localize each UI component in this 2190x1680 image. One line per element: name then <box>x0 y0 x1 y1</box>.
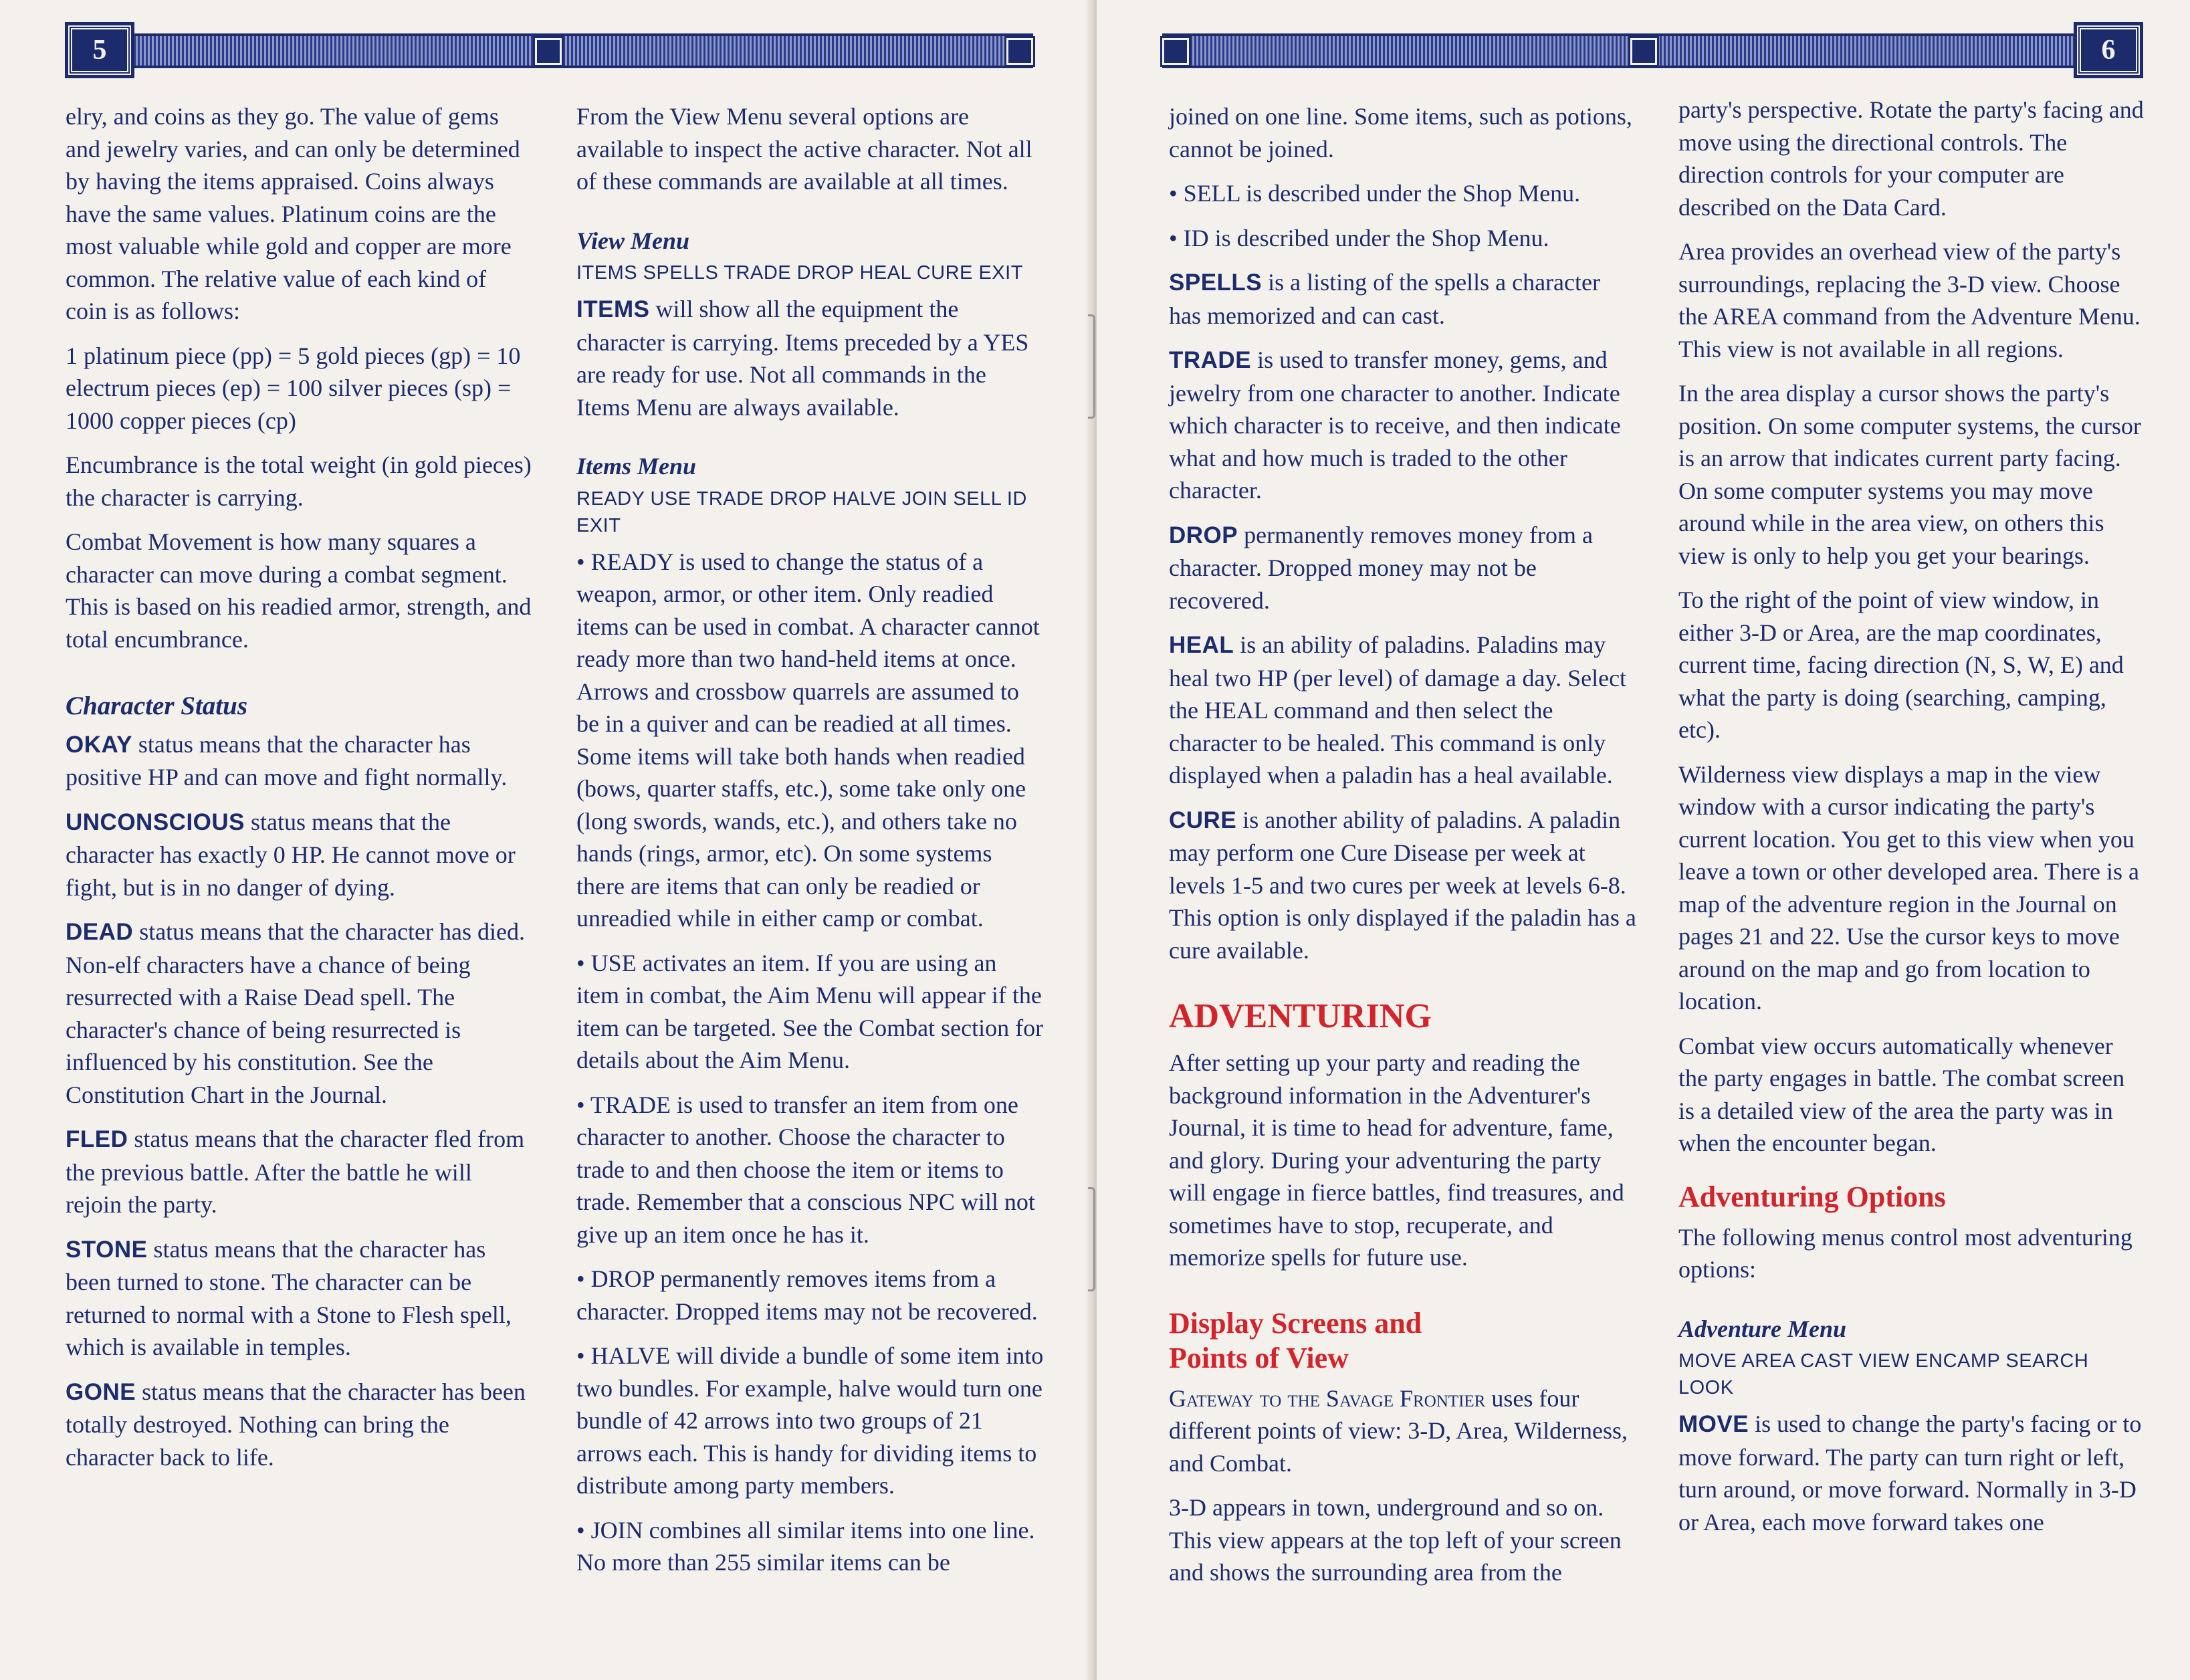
status-unconscious: UNCONSCIOUS status means that the character has exactly 0 HP. He cannot move or fight, but is in no danger of dying. <box>66 808 516 901</box>
game-title: Gateway to the Savage Frontier <box>1169 1384 1486 1412</box>
paragraph: joined on one line. Some items, such as potions, cannot be joined. <box>1169 103 1632 163</box>
items-menu-commands: READY USE TRADE DROP HALVE JOIN SELL ID EXIT <box>576 488 1027 536</box>
section-heading-adventuring: ADVENTURING <box>1169 997 1432 1035</box>
bullet-drop: • DROP permanently removes items from a character. Dropped items may not be recovered. <box>576 1263 1045 1328</box>
paragraph: party's perspective. Rotate the party's facing and move using the directional controls. The direction controls for your computer are described on the Data Card. <box>1678 96 2144 221</box>
column-2 <box>576 100 1045 1591</box>
section-heading-display-screens: Display Screens and Points of View <box>1169 1306 1422 1374</box>
adventure-menu-commands: MOVE AREA CAST VIEW ENCAMP SEARCH LOOK <box>1678 1350 2089 1398</box>
section-heading-adventuring-options: Adventuring Options <box>1678 1180 1946 1213</box>
heal-command: HEAL is an ability of paladins. Paladins may heal two HP (per level) of damage a day. Select the HEAL command and then select the character to be healed. This command is only displayed when a paladin has a heal available. <box>1169 631 1627 789</box>
bullet-use: • USE activates an item. If you are using an item in combat, the Aim Menu will appear if the item can be targeted. See the Combat section for details about the Aim Menu. <box>576 947 1045 1077</box>
staple <box>1088 314 1095 419</box>
bullet-halve: • HALVE will divide a bundle of some item into two bundles. For example, halve would turn one bundle of 42 arrows into two groups of 21 arrows each. This is handy for dividing items to distribute among party members. <box>576 1340 1045 1502</box>
paragraph: Wilderness view displays a map in the view window with a cursor indicating the party's current location. You get to this view when you leave a town or other developed area. There is a map of the adventure region in the Journal on pages 21 and 22. Use the cursor keys to move around on the map and go from location to location. <box>1678 760 2140 1015</box>
left-page <box>0 0 1090 1680</box>
header-ornament <box>535 38 562 65</box>
column-1 <box>66 100 534 1485</box>
items-command: ITEMS will show all the equipment the character is carrying. Items preceded by a YES are ready for use. Not all commands in the Items Menu are always available. <box>576 296 1029 421</box>
paragraph: After setting up your party and reading the background information in the Adventurer's Journal, it is time to head for adventure, fame, and glory. During your adventuring the party will engage in fierce battles, find treasures, and sometimes have to stop, recuperate, and memorize spells for future use. <box>1169 1049 1624 1271</box>
column-3 <box>1169 100 1637 1601</box>
right-page <box>1097 0 2190 1680</box>
drop-command: DROP permanently removes money from a character. Dropped money may not be recovered. <box>1169 521 1593 614</box>
status-fled: FLED status means that the character fled from the previous battle. After the battle he will rejoin the party. <box>66 1126 525 1218</box>
cure-command: CURE is another ability of paladins. A paladin may perform one Cure Disease per week at levels 1-5 and two cures per week at levels 6-8. This option is only displayed if the paladin has a cure available. <box>1169 806 1636 964</box>
view-menu-commands: ITEMS SPELLS TRADE DROP HEAL CURE EXIT <box>576 262 1023 284</box>
move-command: MOVE is used to change the party's facing or to move forward. The party can turn right or left, turn around, or move forward. Normally in 3-D or Area, each move forward takes one <box>1678 1410 2142 1536</box>
paragraph: From the View Menu several options are available to inspect the active character. Not all of these commands are available at all times. <box>576 103 1032 195</box>
page-number-left: 5 <box>68 25 131 75</box>
status-dead: DEAD status means that the character has died. Non-elf characters have a chance of being resurrected with a Raise Dead spell. The character's chance of being resurrected is influenced by his constitution. See the Constitution Chart in the Journal. <box>66 918 525 1108</box>
paragraph: elry, and coins as they go. The value of gems and jewelry varies, and can only be determined by having the items appraised. Coins always have the same values. Platinum coins are the most valuable while gold and copper are more common. The relative value of each kind of coin is as follows: <box>66 103 520 324</box>
items-menu-heading: Items Menu <box>576 453 697 480</box>
staple <box>1088 1187 1095 1291</box>
adventure-menu-heading: Adventure Menu <box>1678 1315 1847 1342</box>
bullet-trade: • TRADE is used to transfer an item from one character to another. Choose the character to trade to and then choose the item or items to trade. Remember that a conscious NPC will not give up an item once he has it. <box>576 1089 1045 1251</box>
right-header-bar <box>1162 33 2088 68</box>
paragraph: Combat Movement is how many squares a character can move during a combat segment. This is based on his readied armor, strength, and total encumbrance. <box>66 528 532 653</box>
view-menu-heading: View Menu <box>576 227 690 254</box>
status-okay: OKAY status means that the character has positive HP and can move and fight normally. <box>66 730 508 791</box>
paragraph: 3-D appears in town, underground and so on. This view appears at the top left of your screen and shows the surrounding area from the <box>1169 1494 1622 1586</box>
spells-command: SPELLS is a listing of the spells a character has memorized and can cast. <box>1169 269 1600 329</box>
paragraph: Encumbrance is the total weight (in gold pieces) the character is carrying. <box>66 451 532 511</box>
bullet-sell: • SELL is described under the Shop Menu. <box>1169 177 1637 210</box>
paragraph: Gateway to the Savage Frontier uses four different points of view: 3-D, Area, Wilderness, and Combat. <box>1169 1384 1628 1477</box>
header-ornament <box>1630 38 1657 65</box>
paragraph: In the area display a cursor shows the party's position. On some computer systems, the cursor is an arrow that indicates current party facing. On some computer systems you may move around while in the area view, on others this view is only to help you get your bearings. <box>1678 380 2141 569</box>
page-number-right: 6 <box>2077 25 2140 75</box>
paragraph: 1 platinum piece (pp) = 5 gold pieces (gp) = 10 electrum pieces (ep) = 100 silver pieces (sp) = 1000 copper pieces (cp) <box>66 342 521 434</box>
bullet-ready: • READY is used to change the status of a weapon, armor, or other item. Only readied items can be used in combat. A character cannot ready more than two hand-held items at once. Arrows and crossbow quarrels are assumed to be in a quiver and can be readied at all times. Some items will take both hands when readied (bows, quarter staffs, etc.), some take only one (long swords, wands, etc.), and others take no hands (rings, armor, etc). On some systems there are items that can only be readied or unreadied while in either camp or combat. <box>576 546 1045 935</box>
paragraph: Area provides an overhead view of the party's surroundings, replacing the 3-D view. Choose the AREA command from the Adventure Menu. This view is not available in all regions. <box>1678 238 2141 362</box>
header-ornament <box>1006 38 1033 65</box>
header-ornament <box>1162 38 1189 65</box>
left-header-bar <box>134 33 1033 68</box>
paragraph: The following menus control most adventuring options: <box>1678 1223 2132 1283</box>
column-4 <box>1678 94 2147 1550</box>
bullet-join: • JOIN combines all similar items into one line. No more than 255 similar items can be <box>576 1514 1045 1579</box>
paragraph: To the right of the point of view window, in either 3-D or Area, are the map coordinates, current time, facing direction (N, S, W, E) and what the party is doing (searching, camping, etc). <box>1678 587 2124 743</box>
trade-command: TRADE is used to transfer money, gems, and jewelry from one character to another. Indicate which character is to receive, and then indicate what and how much is traded to the other character. <box>1169 346 1621 504</box>
status-stone: STONE status means that the character has been turned to stone. The character can be returned to normal with a Stone to Flesh spell, which is available in temples. <box>66 1235 512 1360</box>
paragraph: Combat view occurs automatically whenever the party engages in battle. The combat screen is a detailed view of the area the party was in when the encounter began. <box>1678 1032 2125 1156</box>
status-gone: GONE status means that the character has been totally destroyed. Nothing can bring the character back to life. <box>66 1378 526 1471</box>
section-heading-character-status: Character Status <box>66 692 247 720</box>
bullet-id: • ID is described under the Shop Menu. <box>1169 222 1637 255</box>
